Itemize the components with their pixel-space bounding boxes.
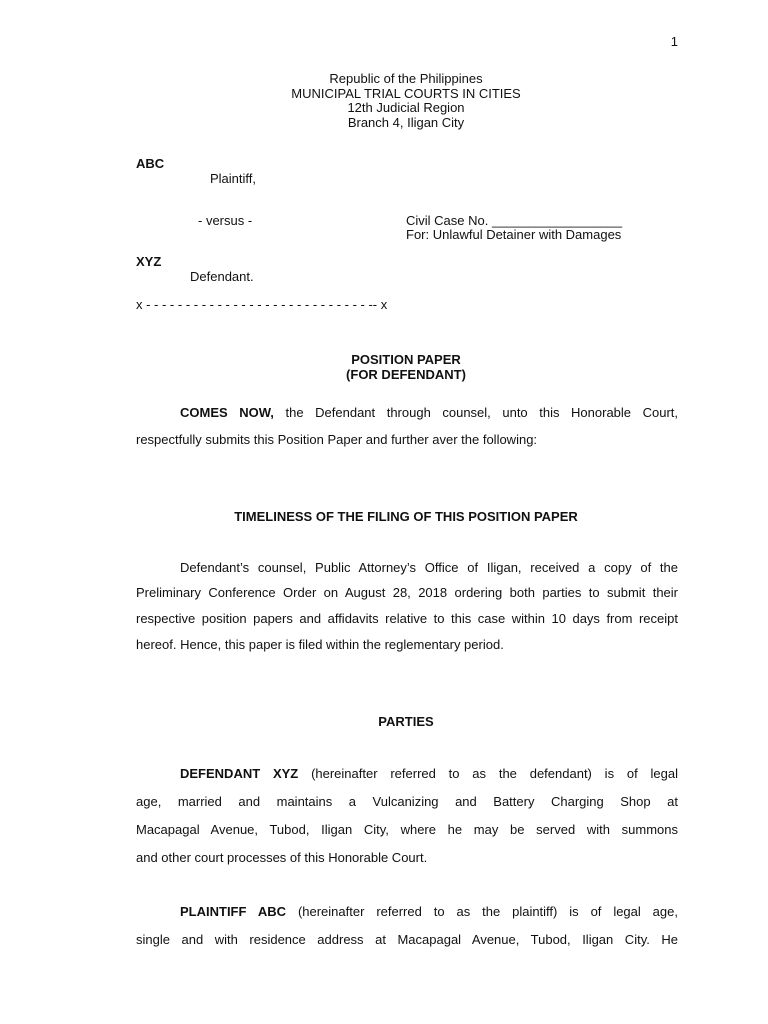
court-header-line: Republic of the Philippines — [329, 71, 483, 86]
court-header-line: MUNICIPAL TRIAL COURTS IN CITIES — [291, 85, 521, 101]
defendant-paragraph-line: Macapagal Avenue, Tubod, Iligan City, where he may be served with summons — [136, 822, 678, 837]
parties-heading: PARTIES — [378, 714, 434, 729]
intro-line — [136, 405, 678, 420]
intro-lead: COMES NOW, — [180, 405, 274, 420]
court-header-line: 12th Judicial Region — [347, 100, 465, 115]
timeliness-line: respective position papers and affidavits relative to this case within 10 days from receipt — [136, 611, 678, 626]
plaintiff-paragraph-line — [136, 904, 678, 919]
court-header — [0, 72, 768, 130]
timeliness-line: Preliminary Conference Order on August 28, 2018 ordering both parties to submit their — [136, 585, 678, 600]
plaintiff-paragraph-line: single and with residence address at Macapagal Avenue, Tubod, Iligan City. He — [136, 932, 678, 947]
court-header-line: Branch 4, Iligan City — [347, 114, 465, 130]
defendant-paragraph-line: age, married and maintains a Vulcanizing and Battery Charging Shop at — [136, 794, 678, 809]
defendant-role: Defendant. — [190, 269, 254, 284]
versus-label: - versus - — [198, 213, 253, 228]
defendant-paragraph-line: and other court processes of this Honorable Court. — [136, 850, 428, 865]
plaintiff-name: ABC — [136, 156, 165, 171]
case-number: Civil Case No. __________________ — [406, 213, 623, 228]
defendant-lead: DEFENDANT XYZ — [180, 766, 299, 781]
intro-text: the Defendant through counsel, unto this Honorable Court, — [285, 405, 678, 420]
intro-line: respectfully submits this Position Paper and further aver the following: — [136, 432, 538, 447]
timeliness-line: Defendant’s counsel, Public Attorney’s Office of Iligan, received a copy of the — [180, 560, 678, 575]
defendant-name: XYZ — [136, 254, 162, 269]
plaintiff-lead: PLAINTIFF ABC — [180, 904, 287, 919]
plaintiff-role: Plaintiff, — [210, 171, 257, 186]
page-number: 1 — [670, 34, 678, 49]
document-title: POSITION PAPER — [351, 352, 461, 367]
document-subtitle: (FOR DEFENDANT) — [346, 367, 466, 382]
defendant-paragraph-line — [136, 766, 678, 781]
timeliness-line: hereof. Hence, this paper is filed within the reglementary period. — [136, 637, 504, 652]
timeliness-heading: TIMELINESS OF THE FILING OF THIS POSITION PAPER — [234, 509, 578, 524]
plaintiff-text: (hereinafter referred to as the plaintiff) is of legal age, — [297, 904, 678, 919]
defendant-text: (hereinafter referred to as the defendant) is of legal — [311, 766, 678, 781]
caption-separator: x - - - - - - - - - - - - - - - - - - - - - - - - - - - - -- x — [136, 297, 388, 312]
case-subject: For: Unlawful Detainer with Damages — [406, 227, 622, 242]
